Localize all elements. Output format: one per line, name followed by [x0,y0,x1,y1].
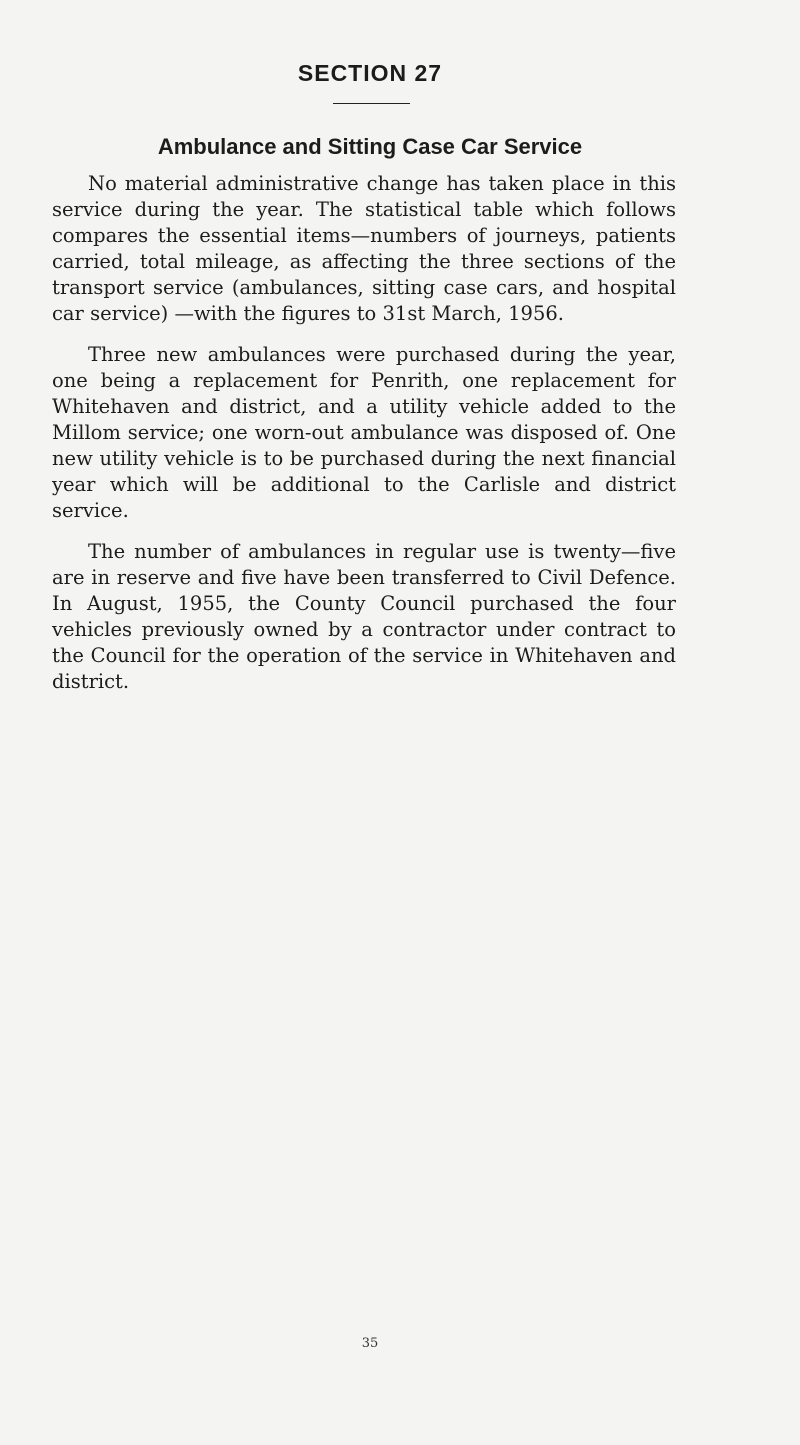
page-number: 35 [361,1336,379,1351]
paragraph-2: Three new ambulances were purchased during the year, one being a replacement for Penrith, one replacement for Whitehaven and district, and a utility vehicle added to the Millom service; one worn-out ambulance was disposed of. One new utility vehicle is to be purchased during the next financial year which will be additional to the Carlisle and district service. [52,343,676,522]
paragraph-3: The number of ambulances in regular use is twenty—five are in reserve and five have been transferred to Civil Defence. In August, 1955, the County Council purchased the four vehicles previously owned by a contractor under contract to the Council for the operation of the service in Whitehaven and district. [52,540,676,693]
body-text [52,171,676,710]
section-heading: SECTION 27 [297,60,443,86]
paragraph-1: No material administrative change has taken place in this service during the year. The statistical table which follows compares the essential items—numbers of journeys, patients carried, total mileage, as affecting the three sections of the transport service (ambulances, sitting case cars, and hospital car service) —with the figures to 31st March, 1956. [52,172,676,325]
heading-divider [333,103,410,104]
page-title: Ambulance and Sitting Case Car Service [157,134,583,159]
